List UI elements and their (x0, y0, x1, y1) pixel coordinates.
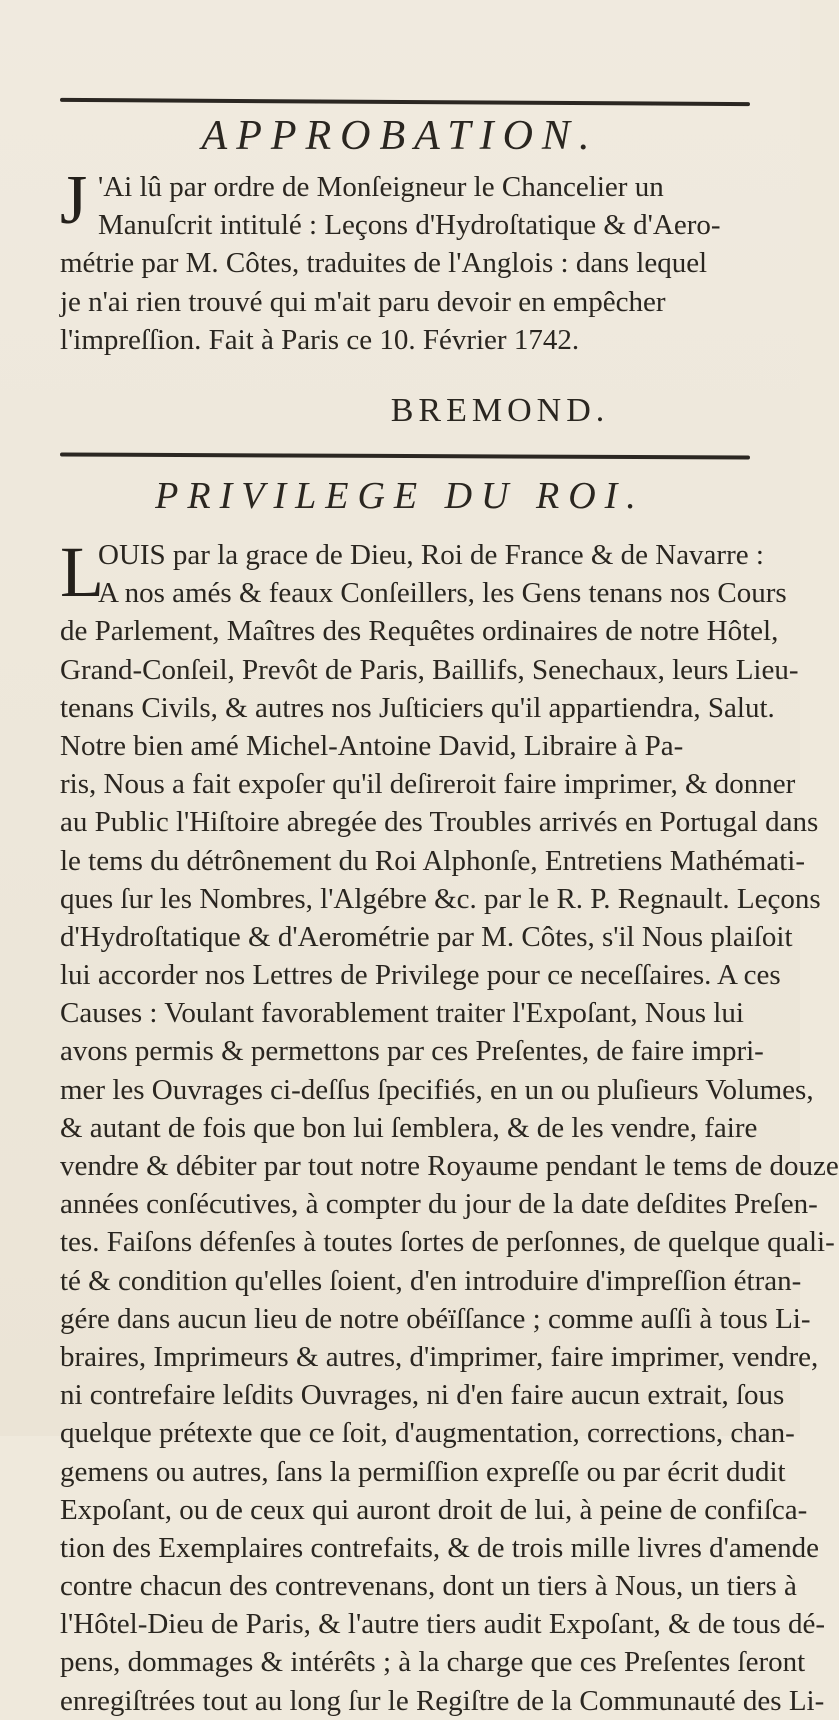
privilege-line: Grand-Conſeil, Prevôt de Paris, Baillifs, Senechaux, leurs Lieu- (60, 653, 799, 686)
privilege-line: tion des Exemplaires contrefaits, & de trois mille livres d'amende (60, 1531, 820, 1564)
privilege-line: l'Hôtel-Dieu de Paris, & l'autre tiers audit Expoſant, & de tous dé- (60, 1608, 826, 1641)
approbation-line: l'impreſſion. Fait à Paris ce 10. Février 1742. (60, 323, 580, 356)
privilege-line: Causes : Voulant favorablement traiter l'Expoſant, Nous lui (60, 997, 744, 1030)
privilege-line: tes. Faiſons défenſes à toutes ſortes de perſonnes, de quelque quali- (60, 1226, 835, 1259)
privilege-text (60, 532, 839, 1720)
privilege-line: Notre bien amé Michel-Antoine David, Libraire à Pa- (60, 729, 684, 762)
privilege-line: Expoſant, ou de ceux qui auront droit de lui, à peine de confiſca- (60, 1493, 808, 1526)
top-rule-divider (60, 98, 750, 106)
privilege-line: té & condition qu'elles ſoient, d'en introduire d'impreſſion étran- (60, 1264, 802, 1297)
privilege-line: quelque prétexte que ce ſoit, d'augmentation, corrections, chan- (60, 1417, 795, 1450)
middle-rule-divider (60, 452, 750, 459)
privilege-line: ris, Nous a fait expoſer qu'il deſireroit faire imprimer, & donner (60, 768, 796, 801)
approbation-line: je n'ai rien trouvé qui m'ait paru devoir en empêcher (60, 285, 666, 318)
privilege-line: OUIS par la grace de Dieu, Roi de France & de Navarre : (98, 539, 764, 571)
privilege-line: au Public l'Hiſtoire abregée des Troubles arrivés en Portugal dans (60, 806, 819, 839)
privilege-line: avons permis & permettons par ces Preſentes, de faire impri- (60, 1035, 764, 1068)
approbation-line: 'Ai lû par ordre de Monſeigneur le Chancelier un (98, 171, 664, 203)
privilege-line: & autant de fois que bon lui ſemblera, & de les vendre, faire (60, 1111, 758, 1144)
privilege-line: tenans Civils, & autres nos Juſticiers qu'il appartiendra, Salut. (60, 691, 775, 724)
approbation-heading: APPROBATION. (201, 113, 599, 159)
privilege-line: ni contrefaire leſdits Ouvrages, ni d'en faire aucun extrait, ſous (60, 1379, 785, 1412)
privilege-line: pens, dommages & intérêts ; à la charge que ces Preſentes ſeront (60, 1646, 806, 1679)
approbation-drop-cap: J (60, 162, 88, 239)
privilege-line: années conſécutives, à compter du jour de la date deſdites Preſen- (60, 1188, 818, 1221)
privilege-line: ques ſur les Nombres, l'Algébre &c. par le R. P. Regnault. Leçons (60, 882, 821, 915)
privilege-line: enregiſtrées tout au long ſur le Regiſtre de la Communauté des Li- (60, 1684, 825, 1717)
privilege-line: braires, Imprimeurs & autres, d'imprimer, faire imprimer, vendre, (60, 1340, 819, 1373)
privilege-line: vendre & débiter par tout notre Royaume pendant le tems de douze (60, 1150, 839, 1182)
privilege-line: A nos amés & feaux Conſeillers, les Gens tenans nos Cours (98, 577, 787, 610)
privilege-line: gemens ou autres, ſans la permiſſion expreſſe ou par écrit dudit (60, 1455, 786, 1488)
privilege-line: gére dans aucun lieu de notre obéïſſance ; comme auſſi à tous Li- (60, 1302, 811, 1335)
privilege-drop-cap: L (60, 532, 104, 612)
privilege-line: contre chacun des contrevenans, dont un tiers à Nous, un tiers à (60, 1570, 797, 1603)
approbation-line: métrie par M. Côtes, traduites de l'Anglois : dans lequel (60, 247, 708, 280)
privilege-line: de Parlement, Maîtres des Requêtes ordinaires de notre Hôtel, (60, 615, 779, 648)
privilege-line: d'Hydroſtatique & d'Aerométrie par M. Côtes, s'il Nous plaiſoit (60, 920, 793, 953)
approbation-signature: BREMOND. (390, 392, 610, 429)
privilege-line: le tems du détrônement du Roi Alphonſe, Entretiens Mathémati- (60, 844, 805, 877)
privilege-line: lui accorder nos Lettres de Privilege pour ce neceſſaires. A ces (60, 959, 781, 992)
privilege-heading: PRIVILEGE DU ROI. (155, 475, 645, 517)
approbation-line: Manuſcrit intitulé : Leçons d'Hydroſtatique & d'Aero- (98, 209, 721, 242)
privilege-line: mer les Ouvrages ci-deſſus ſpecifiés, en un ou pluſieurs Volumes, (60, 1073, 814, 1106)
approbation-text (60, 162, 760, 359)
